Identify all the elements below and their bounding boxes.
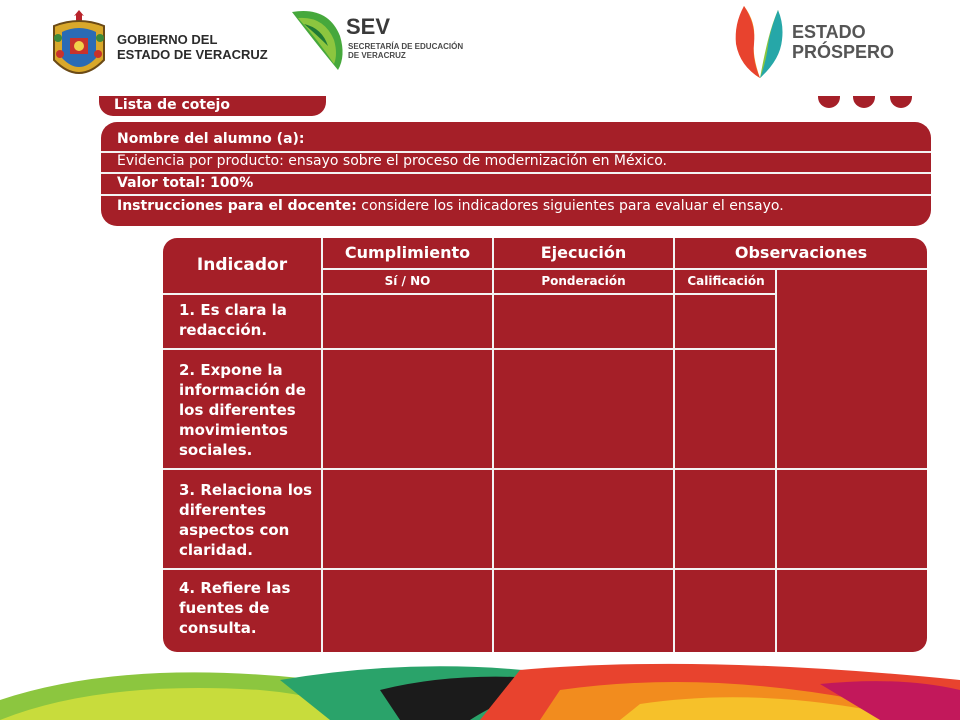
gov-line-1: GOBIERNO DEL [117,32,218,47]
row-divider [163,293,775,295]
evidence-text: Evidencia por producto: ensayo sobre el proceso de modernización en México. [117,153,667,169]
indicator-2 [179,360,314,460]
header-compliance: Cumplimiento [344,243,471,262]
indicator-num: 3. [179,481,196,499]
sev-title: SEV [346,14,391,39]
decor-dot [853,96,875,108]
evidence-row [101,150,931,174]
total-label: Valor total: [117,175,206,191]
total-value: 100% [210,175,254,191]
indicator-text: Expone la información de los diferentes movimientos sociales. [179,361,306,459]
indicator-1 [179,300,314,340]
coat-of-arms-icon [48,8,110,84]
indicator-num: 4. [179,579,196,597]
subheader-yes-no: Sí / NO [384,274,431,288]
subheader-grade: Calificación [687,274,765,288]
indicator-text: Refiere las fuentes de consulta. [179,579,291,637]
sev-line-2: DE VERACRUZ [348,51,406,60]
indicator-num: 1. [179,301,196,319]
prospero-line-2: PRÓSPERO [792,42,895,62]
total-row [101,172,931,196]
row-divider [163,468,927,470]
indicator-3 [179,480,314,560]
col-divider [492,238,494,652]
decor-dot [818,96,840,108]
prospero-logo-text [792,22,894,62]
col-divider [775,294,777,652]
gov-line-2: ESTADO DE VERACRUZ [117,47,268,62]
decorative-wave [0,660,960,720]
student-name-row [101,128,931,152]
prospero-flame-icon [730,0,790,80]
col-divider [321,238,323,652]
instructions-row [101,195,931,219]
header-indicator: Indicador [196,255,288,275]
row-divider [163,348,775,350]
decor-dot [890,96,912,108]
instructions-text: considere los indicadores siguientes para evaluar el ensayo. [361,198,784,214]
header-observations: Observaciones [734,243,868,262]
subheader-weighting: Ponderación [541,274,626,288]
info-box [101,122,931,226]
indicator-text: Relaciona los diferentes aspectos con claridad. [179,481,313,559]
row-divider [163,568,927,570]
indicator-num: 2. [179,361,196,379]
row-divider [321,268,927,270]
indicator-text: Es clara la redacción. [179,301,287,339]
header-execution: Ejecución [540,243,627,262]
col-divider [673,238,675,652]
evaluation-table [163,238,927,652]
gov-logo-text [117,32,268,62]
instructions-label: Instrucciones para el docente: [117,198,357,214]
indicator-4 [179,578,314,638]
checklist-title: Lista de cotejo [99,96,326,116]
student-name-label: Nombre del alumno (a): [117,131,305,147]
sev-line-1: SECRETARÍA DE EDUCACIÓN [348,42,464,51]
sev-subtitle [348,42,463,60]
prospero-line-1: ESTADO [792,22,866,42]
sev-leaf-icon [288,6,348,72]
